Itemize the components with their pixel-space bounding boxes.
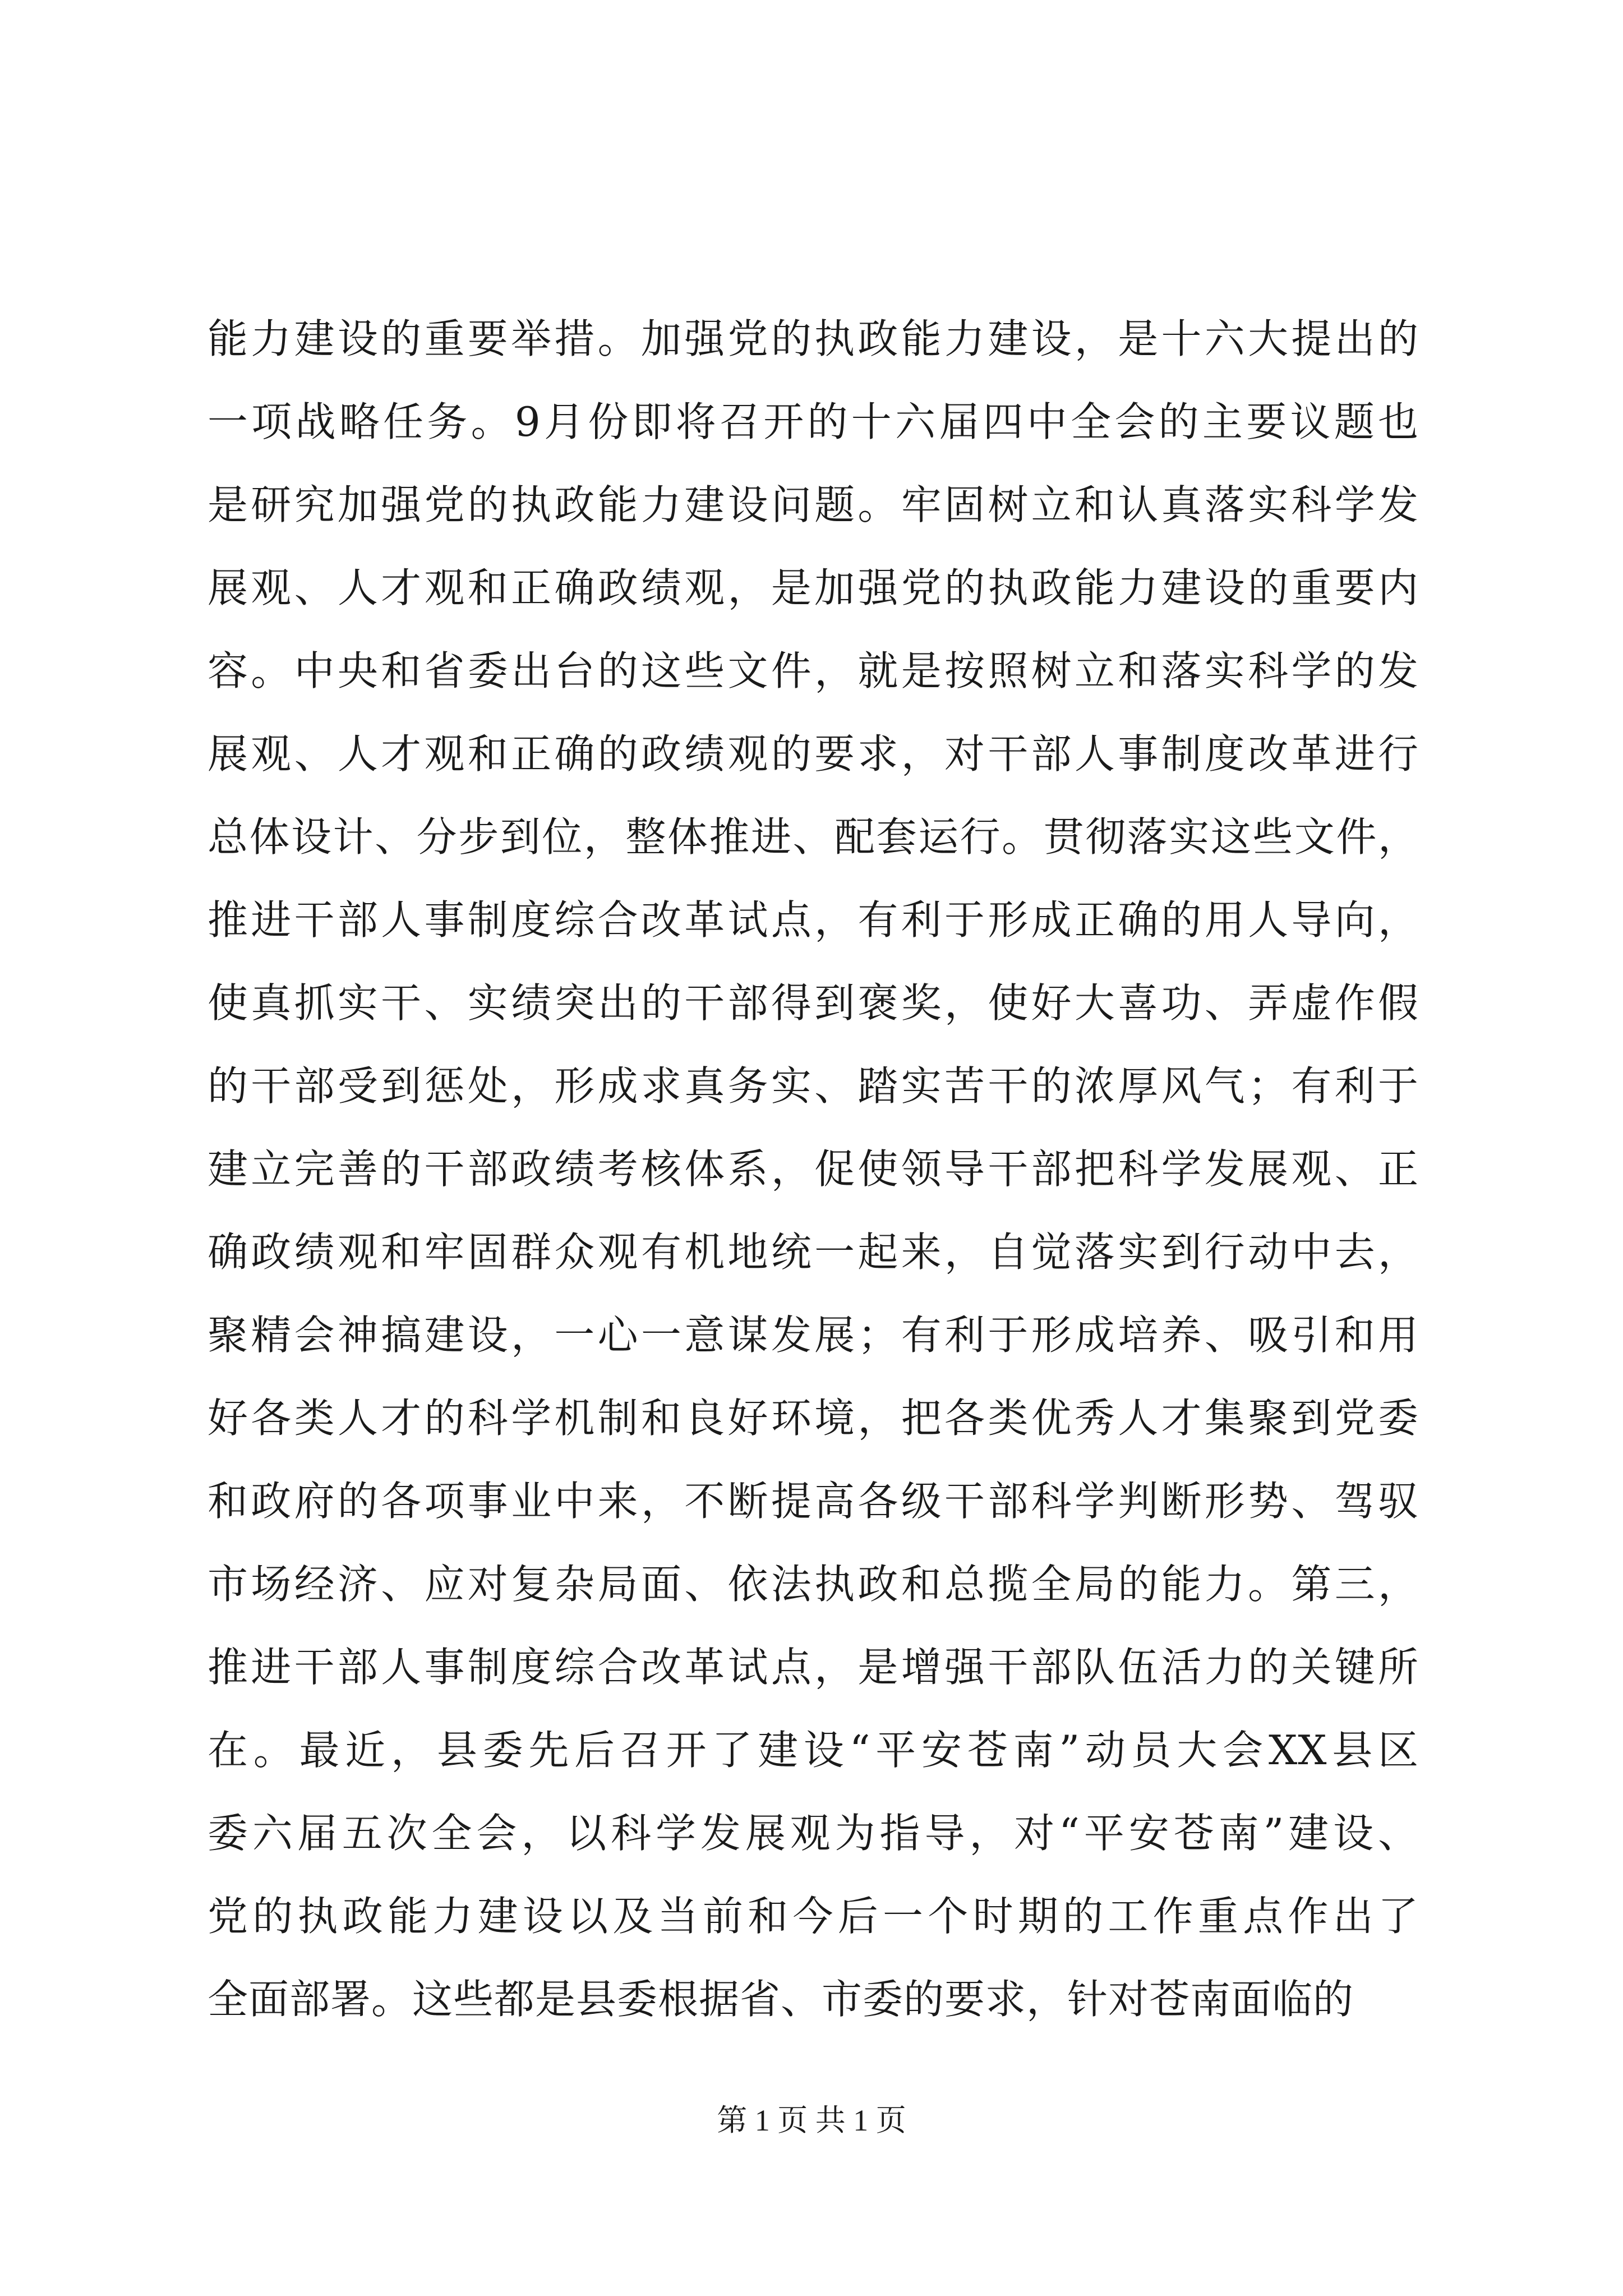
text-line-11: 建立完善的干部政绩考核体系，促使领导干部把科学发展观、正 [208,1145,1419,1193]
text-line-16: 市场经济、应对复杂局面、依法执政和总揽全局的能力。第三， [208,1561,1419,1608]
text-line-18: 在。最近，县委先后召开了建设“平安苍南”动员大会XX县区 [208,1727,1419,1774]
text-line-12: 确政绩观和牢固群众观有机地统一起来，自觉落实到行动中去， [208,1228,1419,1276]
text-line-14: 好各类人才的科学机制和良好环境，把各类优秀人才集聚到党委 [208,1395,1419,1442]
text-line-1: 能力建设的重要举措。加强党的执政能力建设，是十六大提出的 [208,315,1419,362]
text-line-5: 容。中央和省委出台的这些文件，就是按照树立和落实科学的发 [208,647,1419,694]
text-line-6: 展观、人才观和正确的政绩观的要求，对干部人事制度改革进行 [208,730,1419,777]
text-line-21: 全面部署。这些都是县委根据省、市委的要求，针对苍南面临的 [208,1976,1354,2023]
text-line-13: 聚精会神搞建设，一心一意谋发展；有利于形成培养、吸引和用 [208,1312,1419,1359]
text-line-4: 展观、人才观和正确政绩观，是加强党的执政能力建设的重要内 [208,564,1419,611]
text-line-15: 和政府的各项事业中来，不断提高各级干部科学判断形势、驾驭 [208,1478,1419,1525]
page-footer: 第 1 页 共 1 页 [717,2104,906,2137]
document-body [208,297,1419,2041]
text-line-17: 推进干部人事制度综合改革试点，是增强干部队伍活力的关键所 [208,1644,1419,1691]
text-line-2: 一项战略任务。9月份即将召开的十六届四中全会的主要议题也 [208,398,1419,445]
text-line-20: 党的执政能力建设以及当前和今后一个时期的工作重点作出了 [208,1893,1419,1940]
text-line-7: 总体设计、分步到位，整体推进、配套运行。贯彻落实这些文件， [208,813,1419,861]
text-line-10: 的干部受到惩处，形成求真务实、踏实苦干的浓厚风气；有利于 [208,1062,1419,1110]
text-line-3: 是研究加强党的执政能力建设问题。牢固树立和认真落实科学发 [208,481,1419,528]
text-line-8: 推进干部人事制度综合改革试点，有利于形成正确的用人导向， [208,896,1419,944]
text-line-19: 委六届五次全会，以科学发展观为指导，对“平安苍南”建设、 [208,1810,1419,1857]
text-line-9: 使真抓实干、实绩突出的干部得到褒奖，使好大喜功、弄虚作假 [208,979,1419,1027]
